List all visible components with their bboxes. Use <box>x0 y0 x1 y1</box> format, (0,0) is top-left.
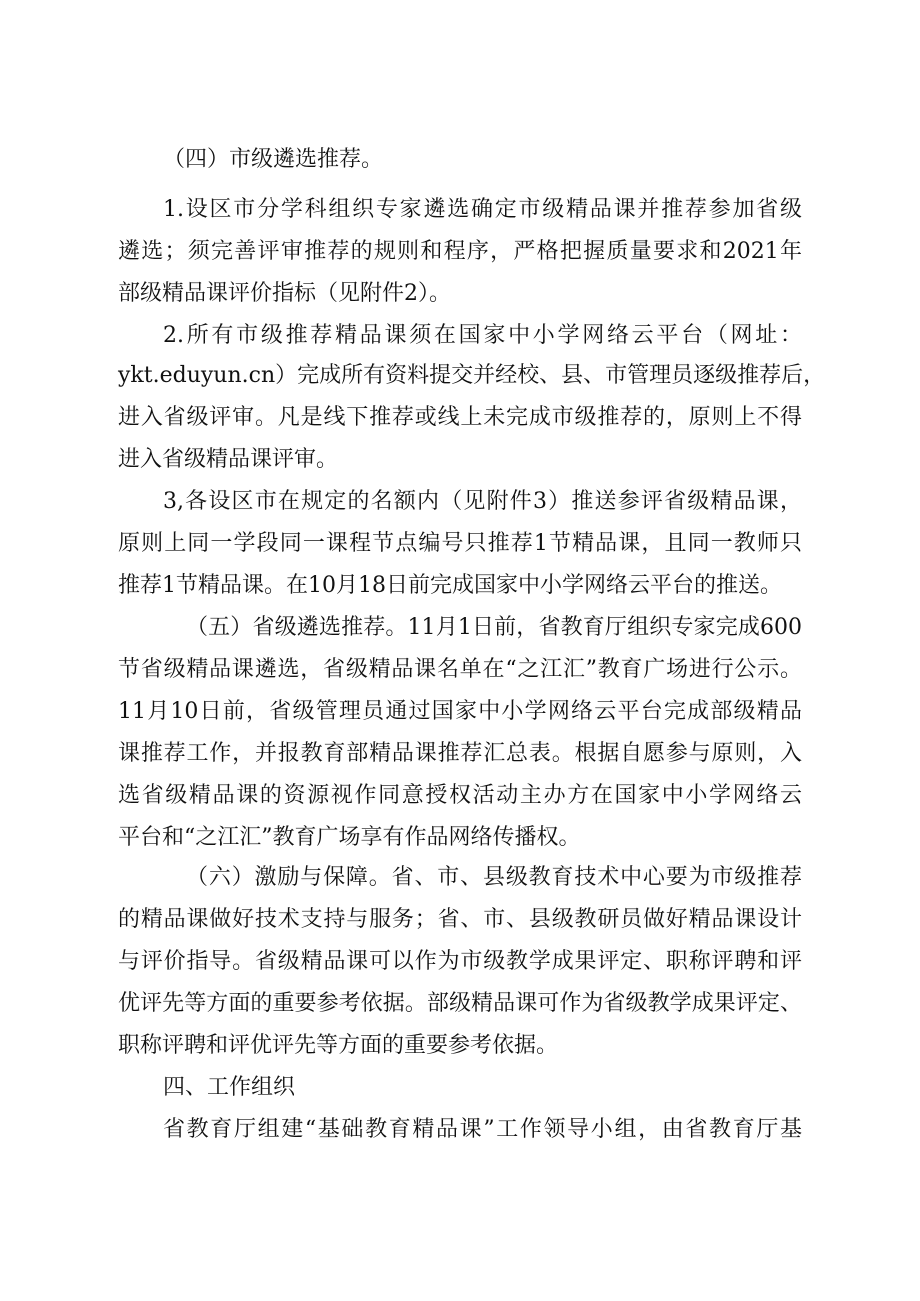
text-line: 课推荐工作，并报教育部精品课推荐汇总表。根据自愿参与原则，入 <box>118 741 802 766</box>
text-line: （六）激励与保障。省、市、县级教育技术中心要为市级推荐 <box>186 865 802 890</box>
text-line: 1.设区市分学科组织专家遴选确定市级精品课并推荐参加省级 <box>163 197 802 222</box>
text-line: 的精品课做好技术支持与服务；省、市、县级教研员做好精品课设计 <box>118 907 802 932</box>
text-line: 省教育厅组建“基础教育精品课”工作领导小组，由省教育厅基 <box>163 1117 802 1142</box>
text-line: 3,各设区市在规定的名额内（见附件3）推送参评省级精品课， <box>163 489 802 514</box>
text-line: ykt.eduyun.cn）完成所有资料提交并经校、县、市管理员逐级推荐后， <box>118 363 826 388</box>
text-line: 进入省级精品课评审。 <box>118 447 339 472</box>
text-line: 平台和“之江汇”教育广场享有作品网络传播权。 <box>118 825 581 850</box>
text-line: 职称评聘和评优评先等方面的重要参考依据。 <box>118 1033 559 1058</box>
section-heading: 四、工作组织 <box>163 1075 296 1100</box>
text-line: 进入省级评审。凡是线下推荐或线上未完成市级推荐的，原则上不得 <box>118 405 802 430</box>
text-line: 原则上同一学段同一课程节点编号只推荐1节精品课，且同一教师只 <box>118 531 802 556</box>
text-line: 优评先等方面的重要参考依据。部级精品课可作为省级教学成果评定、 <box>118 991 802 1016</box>
text-line: （四）市级遴选推荐。 <box>163 147 384 172</box>
text-line: 与评价指导。省级精品课可以作为市级教学成果评定、职称评聘和评 <box>118 949 802 974</box>
text-line: 推荐1节精品课。在10月18日前完成国家中小学网络云平台的推送。 <box>118 573 782 598</box>
text-line: 11月10日前，省级管理员通过国家中小学网络云平台完成部级精品 <box>118 699 802 724</box>
text-line: 选省级精品课的资源视作同意授权活动主办方在国家中小学网络云 <box>118 783 802 808</box>
text-line: 遴选；须完善评审推荐的规则和程序，严格把握质量要求和2021年 <box>118 239 802 264</box>
text-line: 部级精品课评价指标（见附件2）。 <box>118 281 451 306</box>
text-line: 2.所有市级推荐精品课须在国家中小学网络云平台（网址： <box>163 323 802 348</box>
text-line: （五）省级遴选推荐。11月1日前，省教育厅组织专家完成600 <box>186 615 802 640</box>
text-line: 节省级精品课遴选，省级精品课名单在“之江汇”教育广场进行公示。 <box>118 657 802 682</box>
